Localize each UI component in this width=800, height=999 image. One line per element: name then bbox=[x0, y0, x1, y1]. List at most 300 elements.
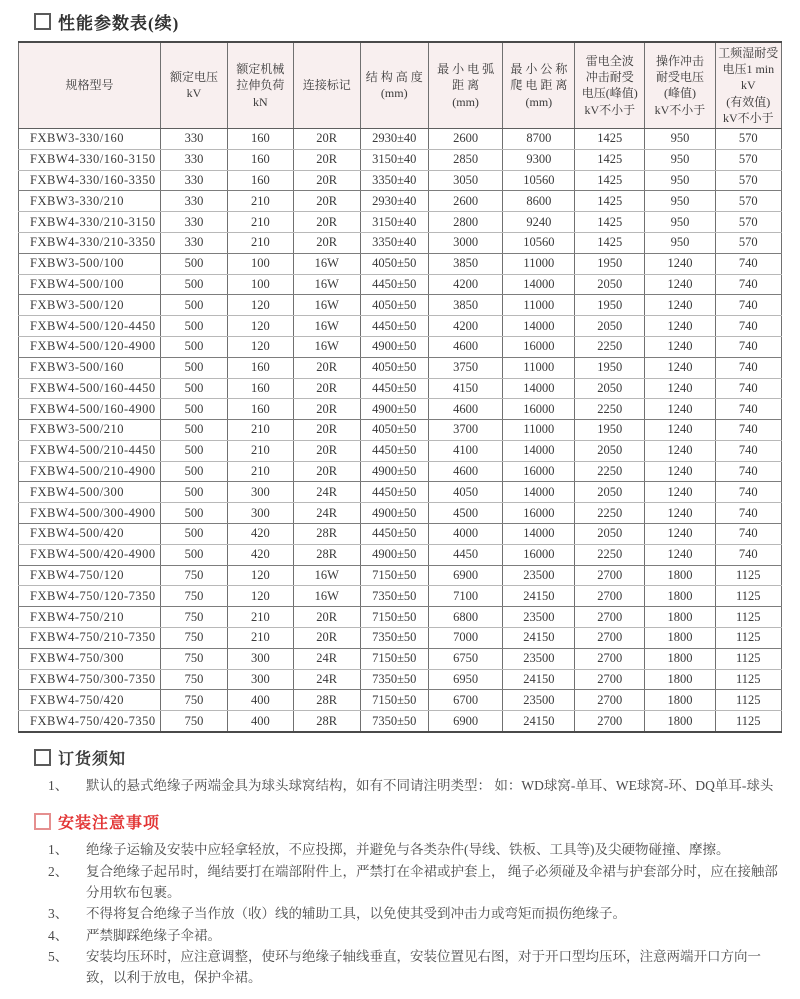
table-row bbox=[19, 524, 782, 545]
cell-powerfreq-withstand: 570 bbox=[715, 170, 781, 191]
cell-struct-height: 7150±50 bbox=[360, 607, 428, 628]
catalog-page bbox=[0, 9, 800, 999]
cell-powerfreq-withstand: 570 bbox=[715, 149, 781, 170]
parameters-table bbox=[18, 41, 782, 733]
cell-mech-load: 120 bbox=[228, 565, 294, 586]
cell-model: FXBW4-500/120-4900 bbox=[19, 336, 161, 357]
cell-powerfreq-withstand: 740 bbox=[715, 482, 781, 503]
column-header-switching-withstand: 操作冲击 耐受电压 (峰值) kV不小于 bbox=[645, 42, 715, 128]
cell-powerfreq-withstand: 740 bbox=[715, 544, 781, 565]
cell-model: FXBW4-330/210-3350 bbox=[19, 232, 161, 253]
cell-min-arc: 3000 bbox=[428, 232, 503, 253]
table-header-row bbox=[19, 42, 782, 128]
cell-min-creepage: 24150 bbox=[503, 628, 575, 649]
cell-min-arc: 3050 bbox=[428, 170, 503, 191]
cell-coupling-mark: 20R bbox=[293, 128, 360, 149]
cell-model: FXBW4-750/210-7350 bbox=[19, 628, 161, 649]
cell-struct-height: 4450±50 bbox=[360, 524, 428, 545]
note-item-text: 不得将复合绝缘子当作放（收）线的辅助工具，以免使其受到冲击力或弯矩而损伤绝缘子。 bbox=[86, 906, 626, 922]
cell-powerfreq-withstand: 740 bbox=[715, 399, 781, 420]
cell-model: FXBW4-750/420-7350 bbox=[19, 711, 161, 732]
note-item-number: 1、 bbox=[48, 778, 69, 794]
cell-min-arc: 2600 bbox=[428, 191, 503, 212]
cell-min-arc: 3750 bbox=[428, 357, 503, 378]
ordering-notes-heading bbox=[34, 746, 780, 769]
cell-switching-withstand: 1240 bbox=[645, 378, 715, 399]
cell-switching-withstand: 1800 bbox=[645, 690, 715, 711]
cell-min-arc: 2800 bbox=[428, 212, 503, 233]
cell-mech-load: 300 bbox=[228, 648, 294, 669]
table-row bbox=[19, 586, 782, 607]
cell-lightning-withstand: 2700 bbox=[575, 628, 645, 649]
cell-min-creepage: 9240 bbox=[503, 212, 575, 233]
cell-min-arc: 4600 bbox=[428, 399, 503, 420]
cell-min-creepage: 24150 bbox=[503, 711, 575, 732]
note-item bbox=[34, 839, 780, 860]
cell-switching-withstand: 1240 bbox=[645, 336, 715, 357]
cell-struct-height: 7150±50 bbox=[360, 565, 428, 586]
cell-min-arc: 7000 bbox=[428, 628, 503, 649]
cell-model: FXBW4-500/120-4450 bbox=[19, 316, 161, 337]
cell-mech-load: 160 bbox=[228, 399, 294, 420]
cell-lightning-withstand: 1425 bbox=[575, 170, 645, 191]
table-row bbox=[19, 440, 782, 461]
cell-lightning-withstand: 2050 bbox=[575, 274, 645, 295]
table-row bbox=[19, 711, 782, 732]
cell-powerfreq-withstand: 740 bbox=[715, 461, 781, 482]
cell-min-creepage: 14000 bbox=[503, 482, 575, 503]
cell-coupling-mark: 20R bbox=[293, 461, 360, 482]
cell-coupling-mark: 24R bbox=[293, 669, 360, 690]
cell-struct-height: 4450±50 bbox=[360, 378, 428, 399]
cell-model: FXBW4-500/300-4900 bbox=[19, 503, 161, 524]
cell-powerfreq-withstand: 740 bbox=[715, 420, 781, 441]
cell-switching-withstand: 950 bbox=[645, 128, 715, 149]
cell-lightning-withstand: 2250 bbox=[575, 336, 645, 357]
cell-lightning-withstand: 2700 bbox=[575, 690, 645, 711]
cell-min-creepage: 11000 bbox=[503, 357, 575, 378]
cell-lightning-withstand: 2700 bbox=[575, 648, 645, 669]
cell-rated-voltage: 500 bbox=[160, 524, 227, 545]
cell-lightning-withstand: 1425 bbox=[575, 149, 645, 170]
cell-model: FXBW4-500/160-4900 bbox=[19, 399, 161, 420]
cell-rated-voltage: 500 bbox=[160, 461, 227, 482]
cell-mech-load: 120 bbox=[228, 586, 294, 607]
cell-struct-height: 3150±40 bbox=[360, 212, 428, 233]
cell-rated-voltage: 500 bbox=[160, 316, 227, 337]
cell-rated-voltage: 750 bbox=[160, 711, 227, 732]
table-row bbox=[19, 648, 782, 669]
cell-min-arc: 4100 bbox=[428, 440, 503, 461]
cell-mech-load: 300 bbox=[228, 669, 294, 690]
ordering-note-list bbox=[34, 775, 780, 796]
cell-min-creepage: 23500 bbox=[503, 565, 575, 586]
cell-min-arc: 4150 bbox=[428, 378, 503, 399]
cell-coupling-mark: 16W bbox=[293, 295, 360, 316]
cell-switching-withstand: 1800 bbox=[645, 648, 715, 669]
note-item-number: 2、 bbox=[48, 863, 69, 879]
cell-min-creepage: 16000 bbox=[503, 461, 575, 482]
cell-powerfreq-withstand: 740 bbox=[715, 378, 781, 399]
cell-min-creepage: 14000 bbox=[503, 274, 575, 295]
column-header-model: 规格型号 bbox=[19, 42, 161, 128]
cell-model: FXBW4-500/420-4900 bbox=[19, 544, 161, 565]
cell-powerfreq-withstand: 1125 bbox=[715, 690, 781, 711]
cell-model: FXBW4-330/160-3150 bbox=[19, 149, 161, 170]
cell-struct-height: 4900±50 bbox=[360, 461, 428, 482]
cell-struct-height: 7350±50 bbox=[360, 711, 428, 732]
cell-min-creepage: 23500 bbox=[503, 690, 575, 711]
column-header-powerfreq-withstand: 工频湿耐受 电压1 min kV (有效值) kV不小于 bbox=[715, 42, 781, 128]
cell-coupling-mark: 20R bbox=[293, 170, 360, 191]
cell-min-creepage: 24150 bbox=[503, 586, 575, 607]
cell-coupling-mark: 24R bbox=[293, 648, 360, 669]
cell-model: FXBW4-500/100 bbox=[19, 274, 161, 295]
column-header-struct-height: 结 构 高 度 (mm) bbox=[360, 42, 428, 128]
cell-mech-load: 210 bbox=[228, 628, 294, 649]
note-item bbox=[34, 861, 780, 904]
cell-min-creepage: 14000 bbox=[503, 524, 575, 545]
cell-mech-load: 100 bbox=[228, 253, 294, 274]
cell-rated-voltage: 500 bbox=[160, 440, 227, 461]
cell-model: FXBW3-500/100 bbox=[19, 253, 161, 274]
cell-lightning-withstand: 1950 bbox=[575, 295, 645, 316]
table-row bbox=[19, 690, 782, 711]
column-header-lightning-withstand: 雷电全波 冲击耐受 电压(峰值) kV不小于 bbox=[575, 42, 645, 128]
note-item-number: 5、 bbox=[48, 949, 69, 965]
cell-mech-load: 420 bbox=[228, 544, 294, 565]
cell-switching-withstand: 1800 bbox=[645, 565, 715, 586]
cell-coupling-mark: 20R bbox=[293, 212, 360, 233]
table-row bbox=[19, 232, 782, 253]
cell-powerfreq-withstand: 1125 bbox=[715, 607, 781, 628]
table-row bbox=[19, 357, 782, 378]
cell-coupling-mark: 20R bbox=[293, 399, 360, 420]
table-row bbox=[19, 399, 782, 420]
cell-switching-withstand: 1240 bbox=[645, 440, 715, 461]
cell-powerfreq-withstand: 570 bbox=[715, 128, 781, 149]
cell-rated-voltage: 750 bbox=[160, 648, 227, 669]
note-item bbox=[34, 925, 780, 946]
cell-min-arc: 6700 bbox=[428, 690, 503, 711]
cell-lightning-withstand: 1425 bbox=[575, 191, 645, 212]
table-row bbox=[19, 316, 782, 337]
cell-min-arc: 6900 bbox=[428, 711, 503, 732]
cell-lightning-withstand: 2700 bbox=[575, 607, 645, 628]
cell-switching-withstand: 950 bbox=[645, 232, 715, 253]
table-row bbox=[19, 565, 782, 586]
cell-coupling-mark: 20R bbox=[293, 357, 360, 378]
cell-struct-height: 7350±50 bbox=[360, 628, 428, 649]
cell-powerfreq-withstand: 1125 bbox=[715, 669, 781, 690]
cell-struct-height: 3350±40 bbox=[360, 170, 428, 191]
note-item-number: 4、 bbox=[48, 927, 69, 943]
installation-heading-text: 安装注意事项 bbox=[58, 815, 161, 833]
cell-coupling-mark: 16W bbox=[293, 586, 360, 607]
table-row bbox=[19, 503, 782, 524]
cell-model: FXBW3-500/210 bbox=[19, 420, 161, 441]
cell-powerfreq-withstand: 1125 bbox=[715, 565, 781, 586]
cell-lightning-withstand: 2050 bbox=[575, 524, 645, 545]
column-header-mech-load: 额定机械 拉伸负荷 kN bbox=[228, 42, 294, 128]
cell-powerfreq-withstand: 740 bbox=[715, 524, 781, 545]
cell-rated-voltage: 500 bbox=[160, 295, 227, 316]
cell-switching-withstand: 1240 bbox=[645, 295, 715, 316]
table-row bbox=[19, 420, 782, 441]
cell-mech-load: 120 bbox=[228, 336, 294, 357]
cell-min-creepage: 16000 bbox=[503, 503, 575, 524]
cell-rated-voltage: 500 bbox=[160, 482, 227, 503]
table-body bbox=[19, 128, 782, 732]
cell-rated-voltage: 500 bbox=[160, 378, 227, 399]
cell-lightning-withstand: 2250 bbox=[575, 503, 645, 524]
table-row bbox=[19, 170, 782, 191]
cell-mech-load: 160 bbox=[228, 357, 294, 378]
cell-coupling-mark: 24R bbox=[293, 503, 360, 524]
cell-mech-load: 210 bbox=[228, 212, 294, 233]
cell-min-arc: 4200 bbox=[428, 316, 503, 337]
cell-struct-height: 4450±50 bbox=[360, 274, 428, 295]
cell-rated-voltage: 330 bbox=[160, 232, 227, 253]
table-row bbox=[19, 544, 782, 565]
cell-coupling-mark: 28R bbox=[293, 544, 360, 565]
cell-mech-load: 400 bbox=[228, 711, 294, 732]
cell-coupling-mark: 20R bbox=[293, 420, 360, 441]
cell-powerfreq-withstand: 570 bbox=[715, 191, 781, 212]
cell-mech-load: 160 bbox=[228, 378, 294, 399]
cell-min-arc: 4200 bbox=[428, 274, 503, 295]
note-item-number: 3、 bbox=[48, 906, 69, 922]
cell-mech-load: 300 bbox=[228, 482, 294, 503]
cell-switching-withstand: 1240 bbox=[645, 274, 715, 295]
cell-min-creepage: 14000 bbox=[503, 316, 575, 337]
cell-struct-height: 4450±50 bbox=[360, 482, 428, 503]
cell-min-creepage: 11000 bbox=[503, 420, 575, 441]
cell-rated-voltage: 500 bbox=[160, 357, 227, 378]
table-row bbox=[19, 295, 782, 316]
cell-powerfreq-withstand: 1125 bbox=[715, 628, 781, 649]
cell-lightning-withstand: 2050 bbox=[575, 378, 645, 399]
cell-min-arc: 6750 bbox=[428, 648, 503, 669]
ordering-notes-section bbox=[34, 746, 780, 796]
cell-min-creepage: 16000 bbox=[503, 544, 575, 565]
table-row bbox=[19, 212, 782, 233]
cell-rated-voltage: 750 bbox=[160, 565, 227, 586]
cell-min-arc: 6800 bbox=[428, 607, 503, 628]
cell-min-arc: 2600 bbox=[428, 128, 503, 149]
cell-powerfreq-withstand: 740 bbox=[715, 274, 781, 295]
cell-rated-voltage: 750 bbox=[160, 669, 227, 690]
note-item-text: 安装均压环时，应注意调整，使环与绝缘子轴线垂直，安装位置见右图，对于开口型均压环，注意两端开口方向一致，以利于放电，保护伞裙。 bbox=[86, 949, 761, 986]
cell-min-creepage: 23500 bbox=[503, 648, 575, 669]
cell-min-arc: 6950 bbox=[428, 669, 503, 690]
cell-min-creepage: 8700 bbox=[503, 128, 575, 149]
cell-coupling-mark: 20R bbox=[293, 628, 360, 649]
cell-model: FXBW3-500/160 bbox=[19, 357, 161, 378]
table-row bbox=[19, 461, 782, 482]
cell-switching-withstand: 1240 bbox=[645, 316, 715, 337]
table-row bbox=[19, 482, 782, 503]
cell-rated-voltage: 330 bbox=[160, 191, 227, 212]
table-row bbox=[19, 274, 782, 295]
cell-switching-withstand: 950 bbox=[645, 212, 715, 233]
cell-rated-voltage: 500 bbox=[160, 399, 227, 420]
cell-mech-load: 400 bbox=[228, 690, 294, 711]
cell-struct-height: 3150±40 bbox=[360, 149, 428, 170]
note-item-text: 默认的悬式绝缘子两端金具为球头球窝结构，如有不同请注明类型： 如：WD球窝-单耳、WE球窝-环、DQ单耳-球头 bbox=[86, 778, 774, 794]
cell-min-creepage: 11000 bbox=[503, 253, 575, 274]
cell-struct-height: 4900±50 bbox=[360, 399, 428, 420]
cell-switching-withstand: 1240 bbox=[645, 482, 715, 503]
table-row bbox=[19, 128, 782, 149]
table-row bbox=[19, 628, 782, 649]
cell-lightning-withstand: 2050 bbox=[575, 482, 645, 503]
cell-rated-voltage: 330 bbox=[160, 149, 227, 170]
note-item bbox=[34, 775, 780, 796]
cell-mech-load: 100 bbox=[228, 274, 294, 295]
cell-min-arc: 2850 bbox=[428, 149, 503, 170]
cell-model: FXBW4-500/160-4450 bbox=[19, 378, 161, 399]
note-item-text: 复合绝缘子起吊时，绳结要打在端部附件上，严禁打在伞裙或护套上， 绳子必须碰及伞裙与护套部分时，应在接触部分用软布包裹。 bbox=[86, 863, 778, 901]
cell-powerfreq-withstand: 1125 bbox=[715, 586, 781, 607]
installation-square-icon bbox=[34, 813, 51, 830]
cell-mech-load: 120 bbox=[228, 316, 294, 337]
cell-min-arc: 6900 bbox=[428, 565, 503, 586]
cell-model: FXBW3-330/160 bbox=[19, 128, 161, 149]
cell-model: FXBW4-500/300 bbox=[19, 482, 161, 503]
cell-switching-withstand: 1240 bbox=[645, 253, 715, 274]
cell-lightning-withstand: 1950 bbox=[575, 253, 645, 274]
cell-mech-load: 160 bbox=[228, 128, 294, 149]
cell-struct-height: 4900±50 bbox=[360, 503, 428, 524]
table-row bbox=[19, 669, 782, 690]
cell-min-arc: 4600 bbox=[428, 461, 503, 482]
cell-lightning-withstand: 1425 bbox=[575, 212, 645, 233]
cell-powerfreq-withstand: 1125 bbox=[715, 648, 781, 669]
cell-coupling-mark: 20R bbox=[293, 607, 360, 628]
cell-mech-load: 210 bbox=[228, 232, 294, 253]
cell-lightning-withstand: 1425 bbox=[575, 128, 645, 149]
ordering-heading-text: 订货须知 bbox=[58, 751, 127, 769]
cell-lightning-withstand: 2700 bbox=[575, 586, 645, 607]
cell-switching-withstand: 1800 bbox=[645, 628, 715, 649]
cell-mech-load: 420 bbox=[228, 524, 294, 545]
cell-min-arc: 4450 bbox=[428, 544, 503, 565]
cell-switching-withstand: 1240 bbox=[645, 399, 715, 420]
installation-note-list bbox=[34, 839, 780, 988]
cell-switching-withstand: 950 bbox=[645, 149, 715, 170]
cell-struct-height: 7350±50 bbox=[360, 669, 428, 690]
cell-struct-height: 4050±50 bbox=[360, 357, 428, 378]
cell-min-arc: 3850 bbox=[428, 295, 503, 316]
cell-rated-voltage: 750 bbox=[160, 607, 227, 628]
column-header-coupling-mark: 连接标记 bbox=[293, 42, 360, 128]
cell-model: FXBW4-330/210-3150 bbox=[19, 212, 161, 233]
cell-switching-withstand: 950 bbox=[645, 191, 715, 212]
cell-lightning-withstand: 1950 bbox=[575, 420, 645, 441]
title-square-icon bbox=[34, 13, 51, 30]
cell-min-creepage: 16000 bbox=[503, 336, 575, 357]
cell-coupling-mark: 20R bbox=[293, 191, 360, 212]
cell-model: FXBW4-500/420 bbox=[19, 524, 161, 545]
cell-coupling-mark: 16W bbox=[293, 274, 360, 295]
cell-mech-load: 120 bbox=[228, 295, 294, 316]
page-title-text: 性能参数表(续) bbox=[58, 14, 180, 33]
cell-powerfreq-withstand: 740 bbox=[715, 295, 781, 316]
cell-model: FXBW4-750/120-7350 bbox=[19, 586, 161, 607]
cell-min-creepage: 16000 bbox=[503, 399, 575, 420]
cell-model: FXBW4-330/160-3350 bbox=[19, 170, 161, 191]
cell-struct-height: 4450±50 bbox=[360, 440, 428, 461]
column-header-rated-voltage: 额定电压 kV bbox=[160, 42, 227, 128]
cell-coupling-mark: 24R bbox=[293, 482, 360, 503]
note-item-number: 1、 bbox=[48, 842, 69, 858]
cell-model: FXBW4-500/210-4900 bbox=[19, 461, 161, 482]
installation-notes-section bbox=[34, 810, 780, 988]
cell-powerfreq-withstand: 740 bbox=[715, 336, 781, 357]
cell-coupling-mark: 28R bbox=[293, 690, 360, 711]
cell-switching-withstand: 1240 bbox=[645, 524, 715, 545]
cell-lightning-withstand: 2050 bbox=[575, 440, 645, 461]
cell-coupling-mark: 20R bbox=[293, 378, 360, 399]
cell-coupling-mark: 20R bbox=[293, 440, 360, 461]
cell-min-creepage: 10560 bbox=[503, 170, 575, 191]
cell-switching-withstand: 1800 bbox=[645, 586, 715, 607]
note-item bbox=[34, 946, 780, 989]
cell-rated-voltage: 500 bbox=[160, 274, 227, 295]
cell-lightning-withstand: 2250 bbox=[575, 399, 645, 420]
cell-coupling-mark: 20R bbox=[293, 149, 360, 170]
note-item-text: 绝缘子运输及安装中应轻拿轻放，不应投掷，并避免与各类杂件(导线、铁板、工具等)及尖硬物碰撞、摩擦。 bbox=[86, 842, 730, 858]
cell-lightning-withstand: 2250 bbox=[575, 544, 645, 565]
cell-mech-load: 300 bbox=[228, 503, 294, 524]
ordering-square-icon bbox=[34, 749, 51, 766]
cell-mech-load: 160 bbox=[228, 149, 294, 170]
cell-min-arc: 4500 bbox=[428, 503, 503, 524]
cell-coupling-mark: 16W bbox=[293, 316, 360, 337]
cell-coupling-mark: 28R bbox=[293, 711, 360, 732]
cell-min-creepage: 9300 bbox=[503, 149, 575, 170]
table-row bbox=[19, 336, 782, 357]
cell-coupling-mark: 16W bbox=[293, 253, 360, 274]
cell-struct-height: 4900±50 bbox=[360, 336, 428, 357]
cell-switching-withstand: 1800 bbox=[645, 669, 715, 690]
cell-lightning-withstand: 1425 bbox=[575, 232, 645, 253]
cell-min-arc: 7100 bbox=[428, 586, 503, 607]
cell-switching-withstand: 1800 bbox=[645, 711, 715, 732]
cell-min-arc: 4000 bbox=[428, 524, 503, 545]
cell-powerfreq-withstand: 740 bbox=[715, 357, 781, 378]
cell-struct-height: 4450±50 bbox=[360, 316, 428, 337]
cell-min-arc: 3850 bbox=[428, 253, 503, 274]
cell-struct-height: 4900±50 bbox=[360, 544, 428, 565]
cell-struct-height: 4050±50 bbox=[360, 253, 428, 274]
cell-min-creepage: 24150 bbox=[503, 669, 575, 690]
cell-min-arc: 4600 bbox=[428, 336, 503, 357]
cell-powerfreq-withstand: 1125 bbox=[715, 711, 781, 732]
cell-rated-voltage: 750 bbox=[160, 690, 227, 711]
cell-mech-load: 210 bbox=[228, 420, 294, 441]
cell-lightning-withstand: 2250 bbox=[575, 461, 645, 482]
installation-notes-heading bbox=[34, 810, 780, 833]
cell-mech-load: 210 bbox=[228, 440, 294, 461]
cell-min-arc: 3700 bbox=[428, 420, 503, 441]
table-row bbox=[19, 253, 782, 274]
cell-min-creepage: 23500 bbox=[503, 607, 575, 628]
cell-model: FXBW4-500/210-4450 bbox=[19, 440, 161, 461]
cell-mech-load: 160 bbox=[228, 170, 294, 191]
cell-rated-voltage: 500 bbox=[160, 420, 227, 441]
